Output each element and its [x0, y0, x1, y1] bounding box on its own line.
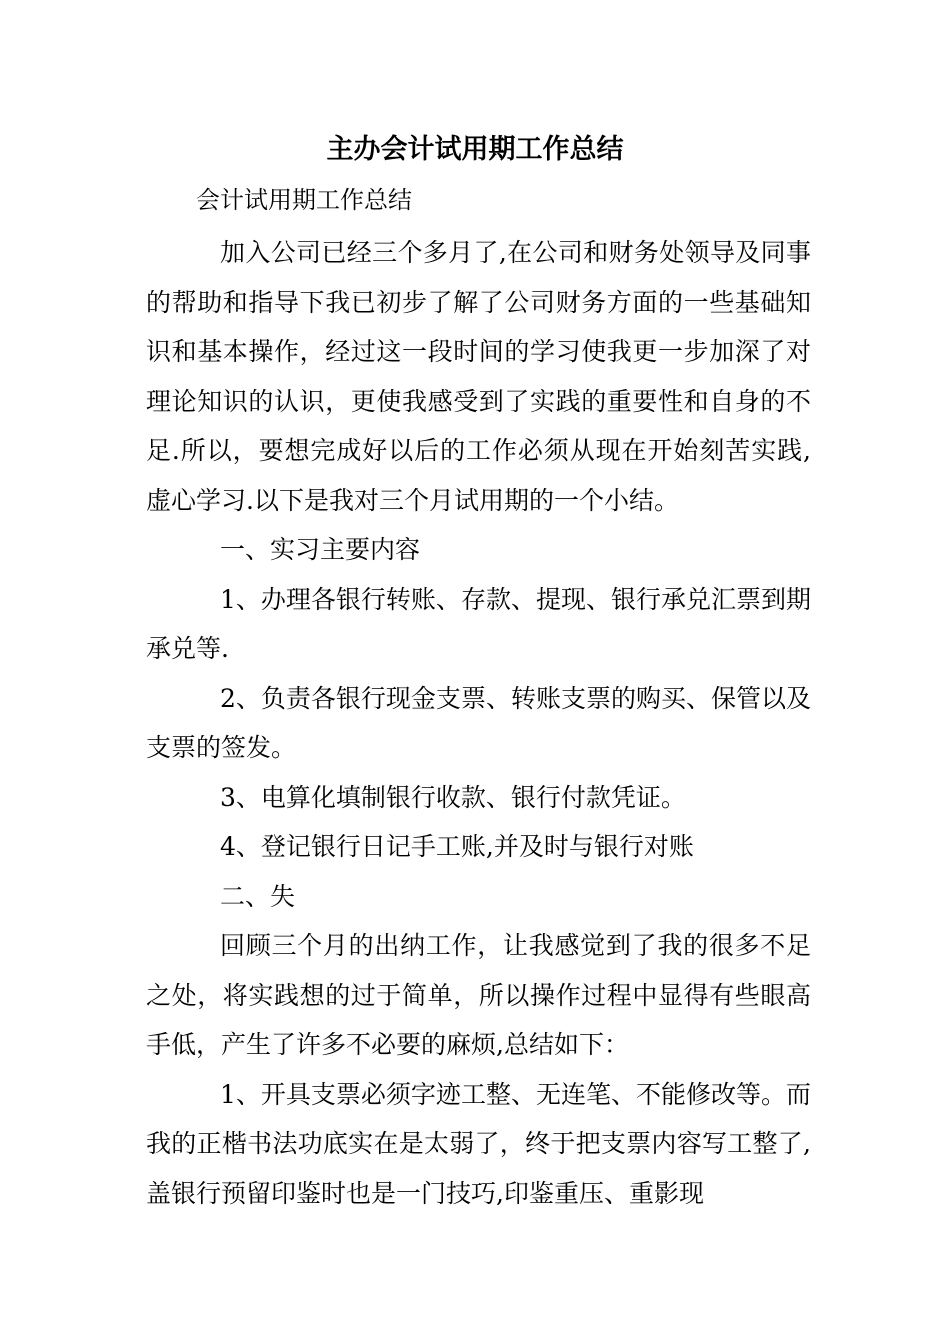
list-item: 4、登记银行日记手工账,并及时与银行对账 — [220, 832, 694, 861]
list-item: 1、办理各银行转账、存款、提现、银行承兑汇票到期承兑等. — [146, 584, 811, 663]
paragraph-review: 回顾三个月的出纳工作，让我感觉到了我的很多不足之处，将实践想的过于简单，所以操作过程中显得有些眼高手低，产生了许多不必要的麻烦,总结如下： — [146, 931, 811, 1059]
document-title: 主办会计试用期工作总结 — [326, 134, 624, 165]
list-item: 2、负责各银行现金支票、转账支票的购买、保管以及支票的签发。 — [146, 683, 811, 762]
document-subtitle: 会计试用期工作总结 — [196, 186, 412, 214]
section-heading-content: 一、实习主要内容 — [220, 535, 421, 564]
list-item: 1、开具支票必须字迹工整、无连笔、不能修改等。而我的正楷书法功底实在是太弱了，终于把支票内容写工整了,盖银行预留印鉴时也是一门技巧,印鉴重压、重影现 — [146, 1079, 811, 1208]
paragraph-intro: 加入公司已经三个多月了,在公司和财务处领导及同事的帮助和指导下我已初步了解了公司财务方面的一些基础知识和基本操作，经过这一段时间的学习使我更一步加深了对理论知识的认识，更使我感受到了实践的重要性和自身的不足.所以，要想完成好以后的工作必须从现在开始刻苦实践,虚心学习.以下是我对三个月试用期的一个小结。 — [146, 238, 811, 515]
list-item: 3、电算化填制银行收款、银行付款凭证。 — [220, 782, 686, 812]
document-body — [146, 228, 811, 1218]
section-heading-shortcomings: 二、失 — [220, 881, 296, 911]
